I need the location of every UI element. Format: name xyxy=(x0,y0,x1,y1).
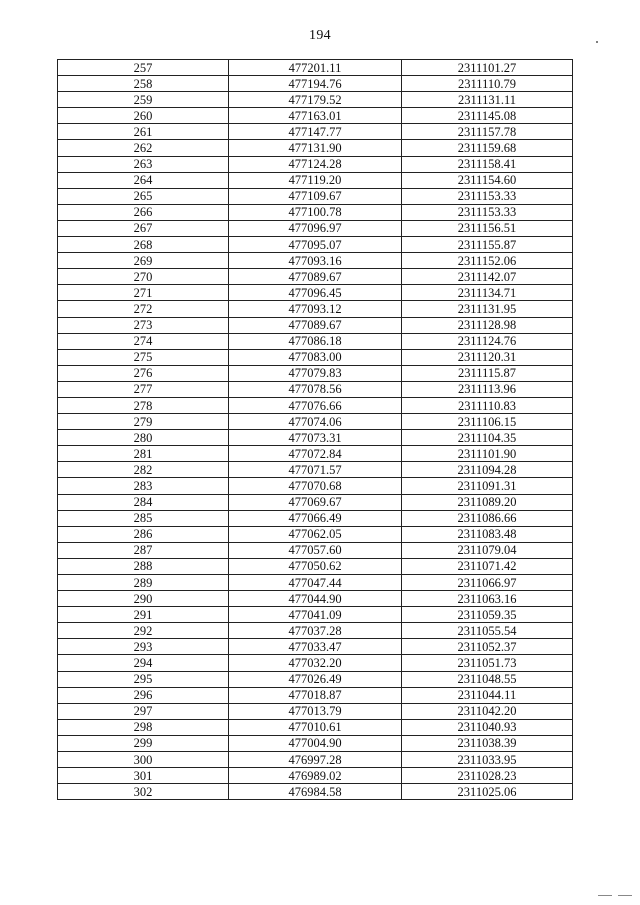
point-number-cell: 273 xyxy=(58,317,229,333)
y-coordinate-cell: 2311152.06 xyxy=(402,253,573,269)
table-row xyxy=(58,639,573,655)
y-coordinate-cell: 2311055.54 xyxy=(402,623,573,639)
table-row xyxy=(58,510,573,526)
table-row xyxy=(58,671,573,687)
point-number-cell: 292 xyxy=(58,623,229,639)
x-coordinate-cell: 477004.90 xyxy=(229,735,402,751)
x-coordinate-cell: 477089.67 xyxy=(229,317,402,333)
y-coordinate-cell: 2311059.35 xyxy=(402,607,573,623)
table-row xyxy=(58,349,573,365)
point-number-cell: 295 xyxy=(58,671,229,687)
point-number-cell: 268 xyxy=(58,237,229,253)
point-number-cell: 267 xyxy=(58,220,229,236)
point-number-cell: 299 xyxy=(58,735,229,751)
y-coordinate-cell: 2311089.20 xyxy=(402,494,573,510)
point-number-cell: 285 xyxy=(58,510,229,526)
x-coordinate-cell: 477044.90 xyxy=(229,591,402,607)
y-coordinate-cell: 2311131.11 xyxy=(402,92,573,108)
table-row xyxy=(58,526,573,542)
table-row xyxy=(58,703,573,719)
table-row xyxy=(58,591,573,607)
y-coordinate-cell: 2311063.16 xyxy=(402,591,573,607)
x-coordinate-cell: 477093.12 xyxy=(229,301,402,317)
x-coordinate-cell: 477163.01 xyxy=(229,108,402,124)
x-coordinate-cell: 477041.09 xyxy=(229,607,402,623)
y-coordinate-cell: 2311051.73 xyxy=(402,655,573,671)
table-row xyxy=(58,76,573,92)
point-number-cell: 294 xyxy=(58,655,229,671)
point-number-cell: 302 xyxy=(58,784,229,800)
y-coordinate-cell: 2311025.06 xyxy=(402,784,573,800)
table-row xyxy=(58,317,573,333)
point-number-cell: 281 xyxy=(58,446,229,462)
point-number-cell: 293 xyxy=(58,639,229,655)
y-coordinate-cell: 2311086.66 xyxy=(402,510,573,526)
table-row xyxy=(58,301,573,317)
y-coordinate-cell: 2311083.48 xyxy=(402,526,573,542)
table-row xyxy=(58,784,573,800)
x-coordinate-cell: 477057.60 xyxy=(229,542,402,558)
table-row xyxy=(58,623,573,639)
point-number-cell: 289 xyxy=(58,575,229,591)
table-row xyxy=(58,735,573,751)
table-row xyxy=(58,140,573,156)
y-coordinate-cell: 2311158.41 xyxy=(402,156,573,172)
y-coordinate-cell: 2311120.31 xyxy=(402,349,573,365)
x-coordinate-cell: 477047.44 xyxy=(229,575,402,591)
x-coordinate-cell: 477201.11 xyxy=(229,60,402,76)
x-coordinate-cell: 477124.28 xyxy=(229,156,402,172)
point-number-cell: 278 xyxy=(58,397,229,413)
scan-artifact xyxy=(618,895,632,896)
y-coordinate-cell: 2311113.96 xyxy=(402,381,573,397)
point-number-cell: 259 xyxy=(58,92,229,108)
y-coordinate-cell: 2311115.87 xyxy=(402,365,573,381)
table-row xyxy=(58,156,573,172)
table-row xyxy=(58,220,573,236)
page-number: 194 xyxy=(309,28,331,43)
y-coordinate-cell: 2311110.83 xyxy=(402,397,573,413)
point-number-cell: 264 xyxy=(58,172,229,188)
y-coordinate-cell: 2311156.51 xyxy=(402,220,573,236)
x-coordinate-cell: 477071.57 xyxy=(229,462,402,478)
table-row xyxy=(58,752,573,768)
x-coordinate-cell: 476989.02 xyxy=(229,768,402,784)
x-coordinate-cell: 477147.77 xyxy=(229,124,402,140)
table-row xyxy=(58,494,573,510)
table-row xyxy=(58,542,573,558)
x-coordinate-cell: 477076.66 xyxy=(229,397,402,413)
table-row xyxy=(58,92,573,108)
x-coordinate-cell: 477119.20 xyxy=(229,172,402,188)
table-row xyxy=(58,204,573,220)
table-row xyxy=(58,655,573,671)
point-number-cell: 298 xyxy=(58,719,229,735)
point-number-cell: 269 xyxy=(58,253,229,269)
x-coordinate-cell: 477069.67 xyxy=(229,494,402,510)
point-number-cell: 287 xyxy=(58,542,229,558)
point-number-cell: 279 xyxy=(58,414,229,430)
point-number-cell: 266 xyxy=(58,204,229,220)
y-coordinate-cell: 2311091.31 xyxy=(402,478,573,494)
table-row xyxy=(58,607,573,623)
y-coordinate-cell: 2311052.37 xyxy=(402,639,573,655)
y-coordinate-cell: 2311124.76 xyxy=(402,333,573,349)
y-coordinate-cell: 2311154.60 xyxy=(402,172,573,188)
x-coordinate-cell: 477179.52 xyxy=(229,92,402,108)
y-coordinate-cell: 2311079.04 xyxy=(402,542,573,558)
point-number-cell: 297 xyxy=(58,703,229,719)
table-row xyxy=(58,124,573,140)
point-number-cell: 277 xyxy=(58,381,229,397)
x-coordinate-cell: 477062.05 xyxy=(229,526,402,542)
table-row xyxy=(58,253,573,269)
x-coordinate-cell: 477026.49 xyxy=(229,671,402,687)
table-row xyxy=(58,188,573,204)
x-coordinate-cell: 477018.87 xyxy=(229,687,402,703)
x-coordinate-cell: 477095.07 xyxy=(229,237,402,253)
point-number-cell: 271 xyxy=(58,285,229,301)
table-row xyxy=(58,60,573,76)
x-coordinate-cell: 477131.90 xyxy=(229,140,402,156)
y-coordinate-cell: 2311153.33 xyxy=(402,204,573,220)
x-coordinate-cell: 477078.56 xyxy=(229,381,402,397)
y-coordinate-cell: 2311094.28 xyxy=(402,462,573,478)
table-row xyxy=(58,365,573,381)
x-coordinate-cell: 477086.18 xyxy=(229,333,402,349)
x-coordinate-cell: 477074.06 xyxy=(229,414,402,430)
y-coordinate-cell: 2311101.90 xyxy=(402,446,573,462)
point-number-cell: 291 xyxy=(58,607,229,623)
x-coordinate-cell: 477109.67 xyxy=(229,188,402,204)
y-coordinate-cell: 2311142.07 xyxy=(402,269,573,285)
table-row xyxy=(58,558,573,574)
x-coordinate-cell: 477010.61 xyxy=(229,719,402,735)
x-coordinate-cell: 477089.67 xyxy=(229,269,402,285)
point-number-cell: 270 xyxy=(58,269,229,285)
point-number-cell: 260 xyxy=(58,108,229,124)
table-row xyxy=(58,719,573,735)
x-coordinate-cell: 477083.00 xyxy=(229,349,402,365)
x-coordinate-cell: 476984.58 xyxy=(229,784,402,800)
x-coordinate-cell: 477079.83 xyxy=(229,365,402,381)
point-number-cell: 265 xyxy=(58,188,229,204)
y-coordinate-cell: 2311033.95 xyxy=(402,752,573,768)
table-row xyxy=(58,381,573,397)
y-coordinate-cell: 2311040.93 xyxy=(402,719,573,735)
y-coordinate-cell: 2311155.87 xyxy=(402,237,573,253)
table-row xyxy=(58,333,573,349)
x-coordinate-cell: 477050.62 xyxy=(229,558,402,574)
y-coordinate-cell: 2311106.15 xyxy=(402,414,573,430)
table-row xyxy=(58,414,573,430)
x-coordinate-cell: 477100.78 xyxy=(229,204,402,220)
point-number-cell: 300 xyxy=(58,752,229,768)
table-row xyxy=(58,687,573,703)
x-coordinate-cell: 477093.16 xyxy=(229,253,402,269)
point-number-cell: 288 xyxy=(58,558,229,574)
y-coordinate-cell: 2311131.95 xyxy=(402,301,573,317)
y-coordinate-cell: 2311153.33 xyxy=(402,188,573,204)
table-row xyxy=(58,397,573,413)
y-coordinate-cell: 2311110.79 xyxy=(402,76,573,92)
table-row xyxy=(58,108,573,124)
table-row xyxy=(58,768,573,784)
y-coordinate-cell: 2311134.71 xyxy=(402,285,573,301)
y-coordinate-cell: 2311038.39 xyxy=(402,735,573,751)
y-coordinate-cell: 2311128.98 xyxy=(402,317,573,333)
y-coordinate-cell: 2311159.68 xyxy=(402,140,573,156)
table-row xyxy=(58,446,573,462)
point-number-cell: 263 xyxy=(58,156,229,172)
point-number-cell: 280 xyxy=(58,430,229,446)
point-number-cell: 296 xyxy=(58,687,229,703)
point-number-cell: 290 xyxy=(58,591,229,607)
y-coordinate-cell: 2311145.08 xyxy=(402,108,573,124)
table-row xyxy=(58,575,573,591)
point-number-cell: 286 xyxy=(58,526,229,542)
x-coordinate-cell: 477032.20 xyxy=(229,655,402,671)
table-row xyxy=(58,285,573,301)
y-coordinate-cell: 2311101.27 xyxy=(402,60,573,76)
point-number-cell: 276 xyxy=(58,365,229,381)
table-row xyxy=(58,172,573,188)
table-row xyxy=(58,462,573,478)
coordinate-table xyxy=(57,59,573,800)
x-coordinate-cell: 477066.49 xyxy=(229,510,402,526)
x-coordinate-cell: 477073.31 xyxy=(229,430,402,446)
x-coordinate-cell: 477013.79 xyxy=(229,703,402,719)
point-number-cell: 283 xyxy=(58,478,229,494)
y-coordinate-cell: 2311044.11 xyxy=(402,687,573,703)
table-row xyxy=(58,430,573,446)
point-number-cell: 262 xyxy=(58,140,229,156)
y-coordinate-cell: 2311042.20 xyxy=(402,703,573,719)
scan-artifact xyxy=(596,41,598,43)
y-coordinate-cell: 2311071.42 xyxy=(402,558,573,574)
point-number-cell: 258 xyxy=(58,76,229,92)
point-number-cell: 257 xyxy=(58,60,229,76)
x-coordinate-cell: 477070.68 xyxy=(229,478,402,494)
x-coordinate-cell: 477096.45 xyxy=(229,285,402,301)
x-coordinate-cell: 477096.97 xyxy=(229,220,402,236)
point-number-cell: 301 xyxy=(58,768,229,784)
point-number-cell: 284 xyxy=(58,494,229,510)
y-coordinate-cell: 2311028.23 xyxy=(402,768,573,784)
y-coordinate-cell: 2311157.78 xyxy=(402,124,573,140)
point-number-cell: 272 xyxy=(58,301,229,317)
y-coordinate-cell: 2311048.55 xyxy=(402,671,573,687)
point-number-cell: 274 xyxy=(58,333,229,349)
scan-artifact xyxy=(598,895,612,896)
x-coordinate-cell: 477037.28 xyxy=(229,623,402,639)
point-number-cell: 275 xyxy=(58,349,229,365)
y-coordinate-cell: 2311066.97 xyxy=(402,575,573,591)
point-number-cell: 261 xyxy=(58,124,229,140)
point-number-cell: 282 xyxy=(58,462,229,478)
table-row xyxy=(58,237,573,253)
table-row xyxy=(58,269,573,285)
x-coordinate-cell: 476997.28 xyxy=(229,752,402,768)
x-coordinate-cell: 477033.47 xyxy=(229,639,402,655)
x-coordinate-cell: 477072.84 xyxy=(229,446,402,462)
table-row xyxy=(58,478,573,494)
table-body xyxy=(58,60,573,800)
x-coordinate-cell: 477194.76 xyxy=(229,76,402,92)
y-coordinate-cell: 2311104.35 xyxy=(402,430,573,446)
